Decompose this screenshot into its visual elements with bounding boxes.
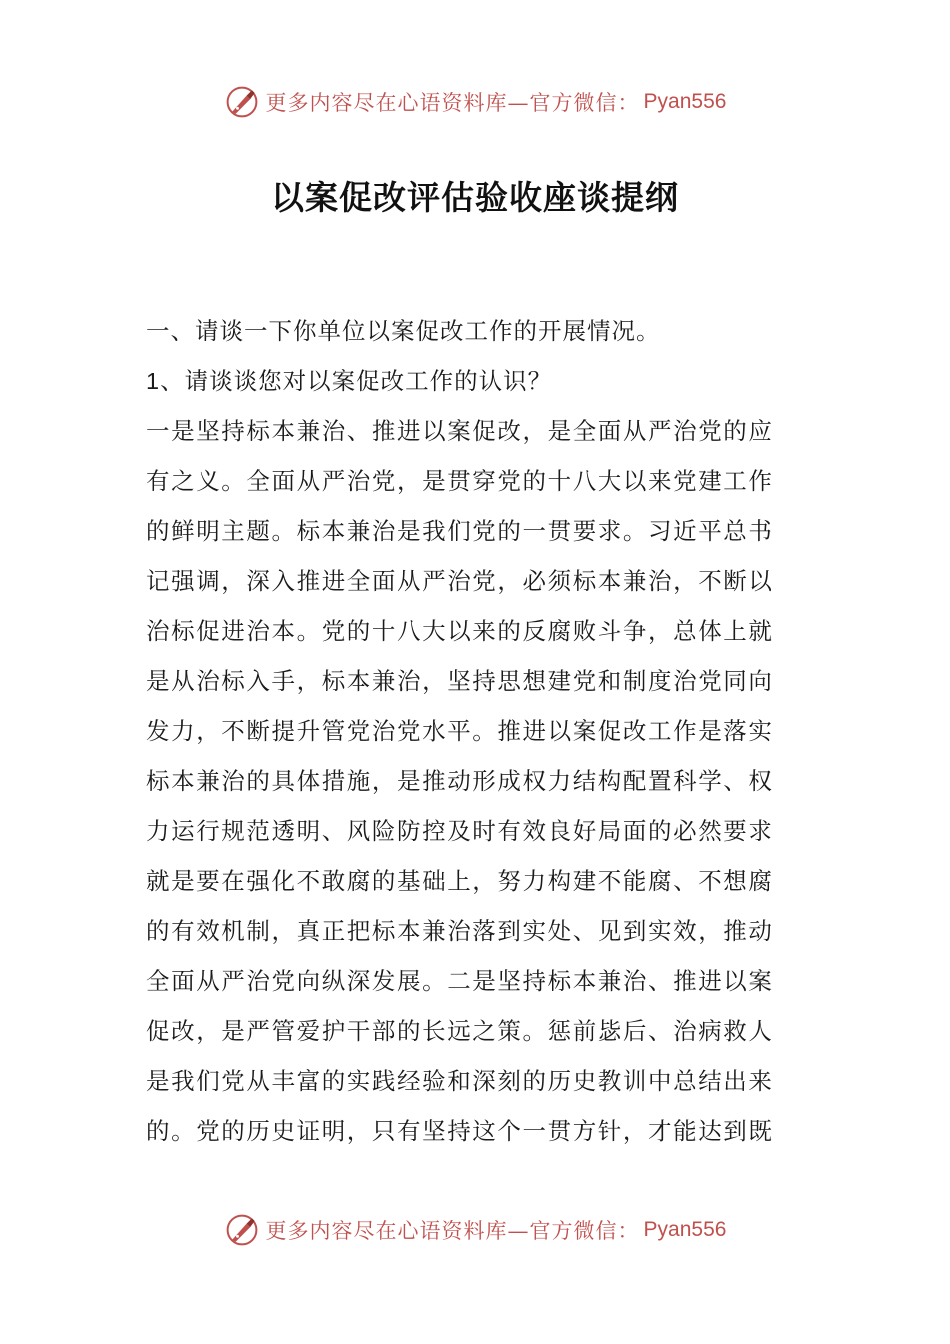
body-line: 的。党的历史证明，只有坚持这个一贯方针，才能达到既: [146, 1117, 774, 1145]
body-line: 记强调，深入推进全面从严治党，必须标本兼治，不断以: [146, 567, 774, 595]
body-line: 的鲜明主题。标本兼治是我们党的一贯要求。习近平总书: [146, 517, 774, 545]
section-heading: 一、请谈一下你单位以案促改工作的开展情况。: [146, 317, 661, 345]
body-line: 的有效机制，真正把标本兼治落到实处、见到实效，推动: [146, 917, 774, 945]
wechat-id: Pyan556: [643, 1218, 727, 1241]
question-number: 1: [146, 368, 161, 394]
banner-text: 更多内容尽在心语资料库—官方微信：: [265, 1219, 640, 1243]
body-line: 有之义。全面从严治党，是贯穿党的十八大以来党建工作: [146, 467, 774, 495]
body-line: 发力，不断提升管党治党水平。推进以案促改工作是落实: [146, 717, 774, 745]
body-line: 是从治标入手，标本兼治，坚持思想建党和制度治党同向: [146, 667, 774, 695]
body-line: 全面从严治党向纵深发展。二是坚持标本兼治、推进以案: [146, 967, 774, 995]
body-line: 就是要在强化不敢腐的基础上，努力构建不能腐、不想腐: [146, 867, 774, 895]
pen-nib-logo-icon: [224, 1212, 260, 1248]
banner-text: 更多内容尽在心语资料库—官方微信：: [265, 91, 640, 115]
wechat-id: Pyan556: [643, 90, 727, 113]
header-banner: [0, 80, 950, 124]
pen-nib-logo-icon: [224, 84, 260, 120]
body-line: 是我们党从丰富的实践经验和深刻的历史教训中总结出来: [146, 1067, 774, 1095]
footer-banner: [0, 1208, 950, 1252]
body-line: 力运行规范透明、风险防控及时有效良好局面的必然要求: [146, 817, 774, 845]
document-body: [146, 306, 808, 1156]
body-line: 促改，是严管爱护干部的长远之策。惩前毖后、治病救人: [146, 1017, 774, 1045]
body-line: 标本兼治的具体措施，是推动形成权力结构配置科学、权: [146, 767, 774, 795]
question-heading: [146, 356, 808, 406]
question-text: 、请谈谈您对以案促改工作的认识？: [160, 367, 553, 395]
page-title: 以案促改评估验收座谈提纲: [271, 178, 679, 217]
body-line: 一是坚持标本兼治、推进以案促改，是全面从严治党的应: [146, 417, 774, 445]
body-line: 治标促进治本。党的十八大以来的反腐败斗争，总体上就: [146, 617, 774, 645]
